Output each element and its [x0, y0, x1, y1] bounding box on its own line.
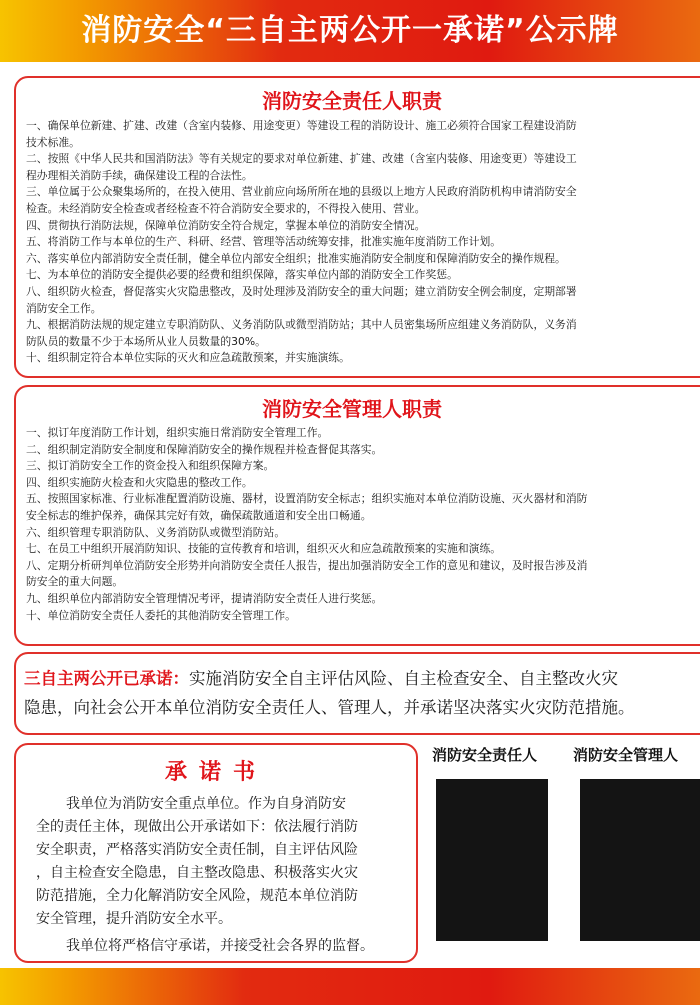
text-line: 全的责任主体，现做出公开承诺如下：依法履行消防	[36, 819, 358, 835]
commitment-title: 承诺书	[164, 760, 267, 785]
commitment-closing: 我单位将严格信守承诺，并接受社会各界的监督。	[66, 938, 374, 954]
text-line: 四、组织实施防火检查和火灾隐患的整改工作。	[26, 475, 253, 489]
text-line: 五、按照国家标准、行业标准配置消防设施、器材，设置消防安全标志；组织实施对本单位消防设施、灭火器材和消防	[26, 492, 588, 506]
manager-photo	[580, 779, 700, 941]
pledge-line-1: 实施消防安全自主评估风险、自主检查安全、自主整改火灾	[189, 669, 618, 688]
commitment-panel	[14, 743, 418, 963]
text-line: ，自主检查安全隐患，自主整改隐患、积极落实火灾	[36, 865, 358, 881]
text-line: 安全标志的维护保养，确保其完好有效，确保疏散通道和安全出口畅通。	[26, 508, 372, 522]
page-title: 消防安全“三自主两公开一承诺”公示牌	[81, 13, 619, 48]
responsible-person-photo	[436, 779, 548, 941]
header-banner	[0, 0, 700, 62]
text-line: 防安全的重大问题。	[26, 575, 124, 589]
text-line: 一、确保单位新建、扩建、改建（含室内装修、用途变更）等建设工程的消防设计、施工必须符合国家工程建设消防	[26, 119, 577, 132]
text-line: 十、单位消防安全责任人委托的其他消防安全管理工作。	[26, 608, 296, 622]
text-line: 五、将消防工作与本单位的生产、科研、经营、管理等活动统筹安排，批准实施年度消防工作计划。	[26, 235, 502, 249]
text-line: 六、组织管理专职消防队、义务消防队或微型消防站。	[26, 525, 286, 539]
text-line: 我单位为消防安全重点单位。作为自身消防安	[66, 796, 346, 812]
text-line: 八、组织防火检查，督促落实火灾隐患整改，及时处理涉及消防安全的重大问题；建立消防安全例会制度，定期部署	[26, 284, 577, 298]
pledge-line-2: 隐患，向社会公开本单位消防安全责任人、管理人，并承诺坚决落实火灾防范措施。	[24, 698, 635, 717]
responsible-person-panel	[14, 76, 700, 378]
footer-banner	[0, 968, 700, 1005]
text-line: 一、拟订年度消防工作计划，组织实施日常消防安全管理工作。	[26, 426, 329, 439]
text-line: 检查。未经消防安全检查或者经检查不符合消防安全要求的，不得投入使用、营业。	[26, 201, 426, 215]
text-line: 四、贯彻执行消防法规，保障单位消防安全符合规定，掌握本单位的消防安全情况。	[26, 218, 426, 232]
pledge-text	[24, 664, 700, 722]
text-line: 六、落实单位内部消防安全责任制，健全单位内部安全组织；批准实施消防安全制度和保障消防安全的操作规程。	[26, 251, 566, 265]
text-line: 程办理相关消防手续，确保建设工程的合法性。	[26, 168, 253, 182]
text-line: 二、组织制定消防安全制度和保障消防安全的操作规程并检查督促其落实。	[26, 442, 383, 456]
manager-label: 消防安全管理人	[573, 746, 679, 764]
commitment-body	[16, 787, 416, 958]
text-line: 十、组织制定符合本单位实际的灭火和应急疏散预案，并实施演练。	[26, 351, 350, 365]
text-line: 安全管理，提升消防安全水平。	[36, 911, 232, 927]
text-line: 二、按照《中华人民共和国消防法》等有关规定的要求对单位新建、扩建、改建（含室内装修、用途变更）等建设工	[26, 152, 577, 166]
responsible-person-duties	[16, 118, 700, 367]
text-line: 七、在员工中组织开展消防知识、技能的宣传教育和培训，组织灭火和应急疏散预案的实施和演练。	[26, 542, 502, 556]
text-line: 九、组织单位内部消防安全管理情况考评，提请消防安全责任人进行奖惩。	[26, 591, 383, 605]
manager-panel	[14, 385, 700, 646]
text-line: 三、单位属于公众聚集场所的，在投入使用、营业前应向场所所在地的县级以上地方人民政府消防机构申请消防安全	[26, 185, 577, 199]
text-line: 消防安全工作。	[26, 301, 102, 315]
pledge-label: 三自主两公开已承诺：	[24, 669, 189, 688]
pledge-panel	[14, 652, 700, 735]
text-line: 七、为本单位的消防安全提供必要的经费和组织保障，落实单位内部的消防安全工作奖惩。	[26, 268, 458, 282]
manager-duties	[16, 425, 700, 624]
text-line: 防队员的数量不少于本场所从业人员数量的30%。	[26, 334, 266, 348]
text-line: 九、根据消防法规的规定建立专职消防队、义务消防队或微型消防站；其中人员密集场所应组建义务消防队，义务消	[26, 318, 577, 332]
text-line: 防范措施，全力化解消防安全风险，规范本单位消防	[36, 888, 358, 904]
manager-title: 消防安全管理人职责	[262, 397, 442, 421]
text-line: 安全职责，严格落实消防安全责任制，自主评估风险	[36, 842, 358, 858]
responsible-person-label: 消防安全责任人	[432, 746, 538, 764]
commitment-lines	[36, 793, 396, 931]
text-line: 八、定期分析研判单位消防安全形势并向消防安全责任人报告，提出加强消防安全工作的意见和建议，及时报告涉及消	[26, 558, 588, 572]
text-line: 三、拟订消防安全工作的资金投入和组织保障方案。	[26, 459, 275, 473]
responsible-person-title: 消防安全责任人职责	[262, 89, 442, 113]
text-line: 技术标准。	[26, 135, 80, 149]
